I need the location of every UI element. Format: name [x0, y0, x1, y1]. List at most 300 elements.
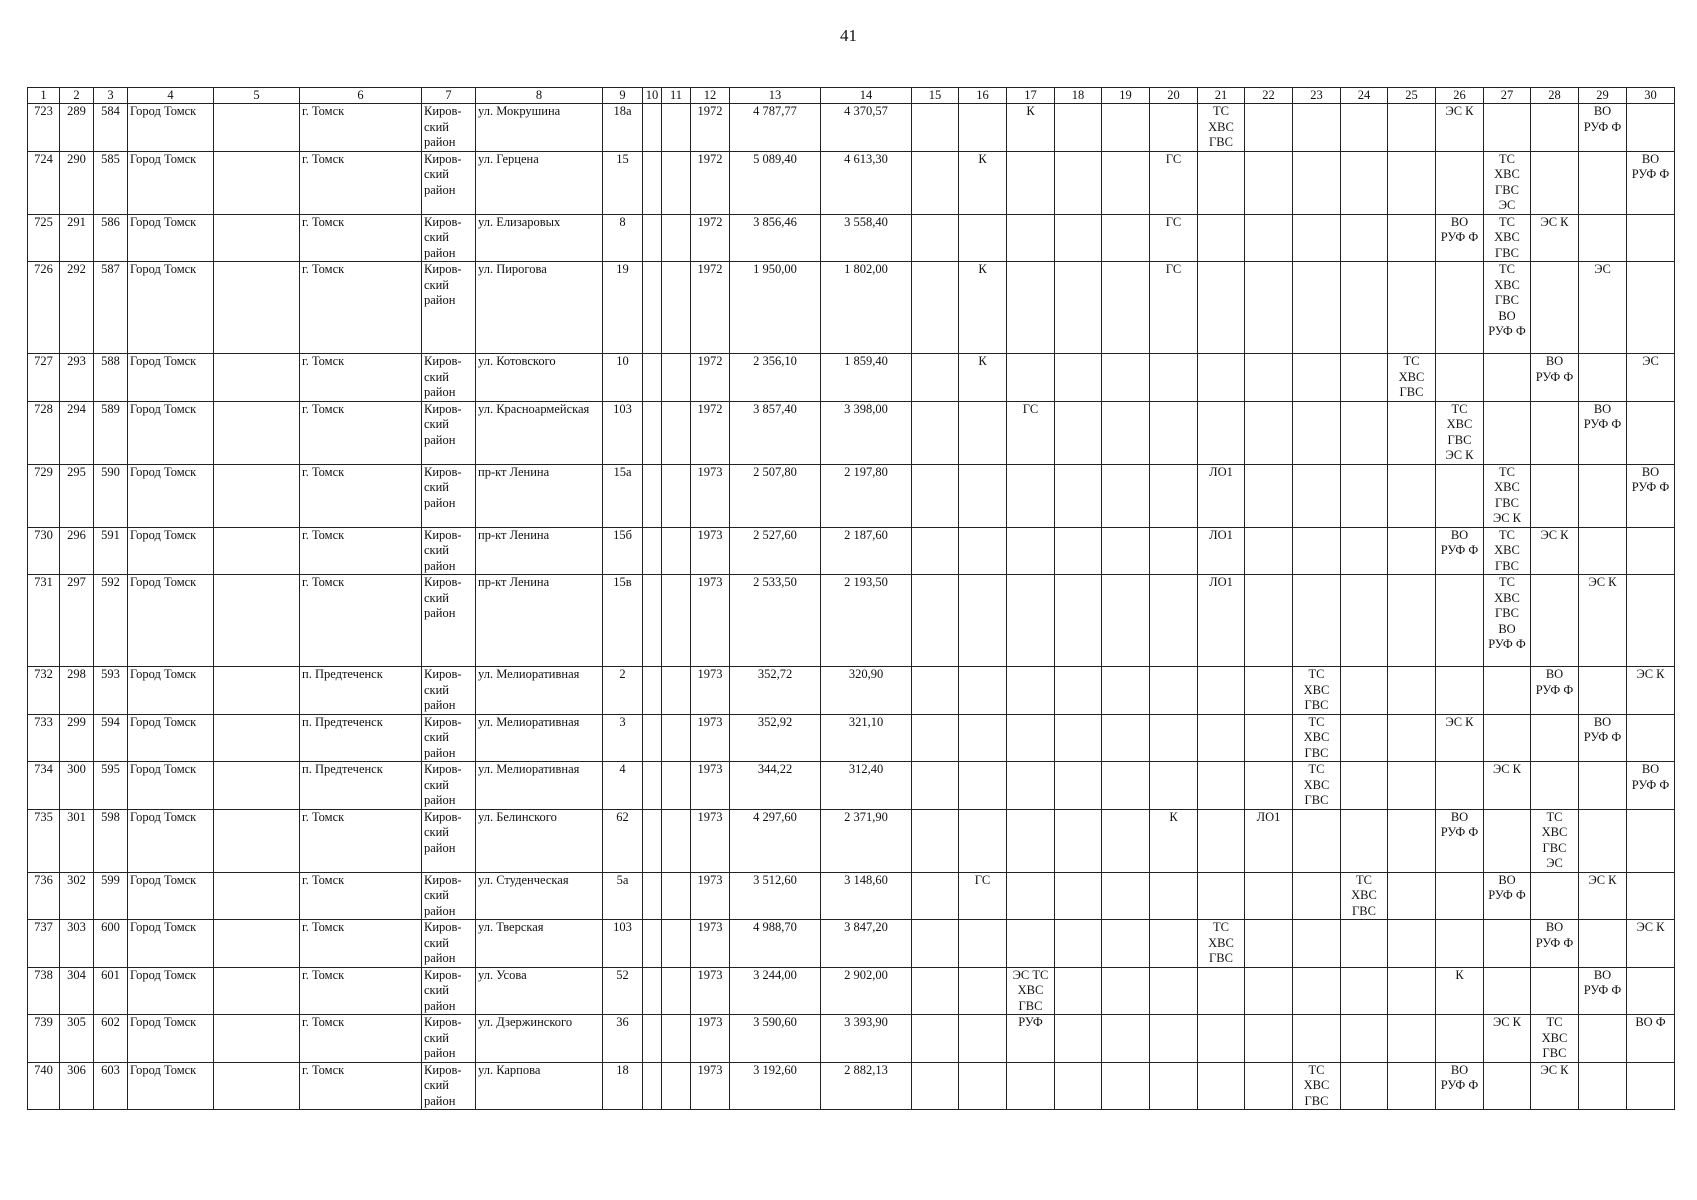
cell-col-26: [1436, 354, 1484, 402]
cell-col-19: [1102, 809, 1150, 872]
cell-col-3: 595: [94, 762, 128, 810]
cell-col-23: [1293, 401, 1341, 464]
cell-col-23: [1293, 104, 1341, 152]
cell-col-24: [1341, 762, 1388, 810]
cell-col-9: 52: [603, 967, 643, 1015]
table-row: [28, 1015, 1675, 1063]
cell-col-25: [1388, 667, 1436, 715]
cell-col-22: [1245, 872, 1293, 920]
cell-col-16: [959, 1062, 1007, 1110]
cell-col-24: [1341, 262, 1388, 354]
cell-col-24: [1341, 401, 1388, 464]
cell-col-19: [1102, 575, 1150, 667]
cell-col-27: [1484, 967, 1531, 1015]
cell-col-2: 299: [60, 714, 94, 762]
column-number-8: 8: [476, 88, 603, 104]
cell-col-16: [959, 667, 1007, 715]
cell-col-8: ул. Усова: [476, 967, 603, 1015]
cell-col-24: [1341, 809, 1388, 872]
cell-col-29: ВО РУФ Ф: [1579, 401, 1627, 464]
cell-col-28: ЭС К: [1531, 214, 1579, 262]
table-row: [28, 104, 1675, 152]
cell-col-7: Киров- ский район: [422, 667, 476, 715]
cell-col-8: ул. Дзержинского: [476, 1015, 603, 1063]
cell-col-13: 3 512,60: [730, 872, 821, 920]
table-row: [28, 464, 1675, 527]
cell-col-18: [1055, 1015, 1102, 1063]
cell-col-12: 1972: [691, 262, 730, 354]
cell-col-28: [1531, 762, 1579, 810]
cell-col-30: [1627, 967, 1675, 1015]
cell-col-30: [1627, 714, 1675, 762]
cell-col-15: [912, 967, 959, 1015]
cell-col-23: [1293, 464, 1341, 527]
cell-col-1: 735: [28, 809, 60, 872]
cell-col-24: [1341, 104, 1388, 152]
cell-col-1: 740: [28, 1062, 60, 1110]
cell-col-28: [1531, 151, 1579, 214]
cell-col-30: [1627, 575, 1675, 667]
cell-col-12: 1973: [691, 920, 730, 968]
cell-col-18: [1055, 809, 1102, 872]
cell-col-25: [1388, 401, 1436, 464]
cell-col-2: 292: [60, 262, 94, 354]
cell-col-17: [1007, 262, 1055, 354]
cell-col-29: [1579, 920, 1627, 968]
cell-col-7: Киров- ский район: [422, 762, 476, 810]
cell-col-7: Киров- ский район: [422, 151, 476, 214]
cell-col-5: [214, 1015, 300, 1063]
cell-col-10: [643, 262, 662, 354]
cell-col-18: [1055, 575, 1102, 667]
cell-col-14: 3 148,60: [821, 872, 912, 920]
cell-col-15: [912, 151, 959, 214]
cell-col-12: 1973: [691, 762, 730, 810]
column-number-13: 13: [730, 88, 821, 104]
cell-col-18: [1055, 667, 1102, 715]
column-number-row: [28, 88, 1675, 104]
cell-col-4: Город Томск: [128, 762, 214, 810]
cell-col-7: Киров- ский район: [422, 967, 476, 1015]
cell-col-29: [1579, 809, 1627, 872]
cell-col-5: [214, 401, 300, 464]
cell-col-18: [1055, 151, 1102, 214]
cell-col-20: [1150, 1062, 1198, 1110]
cell-col-13: 352,92: [730, 714, 821, 762]
cell-col-11: [662, 401, 691, 464]
cell-col-2: 293: [60, 354, 94, 402]
cell-col-12: 1973: [691, 527, 730, 575]
cell-col-6: г. Томск: [300, 401, 422, 464]
cell-col-10: [643, 714, 662, 762]
cell-col-17: [1007, 1062, 1055, 1110]
cell-col-10: [643, 872, 662, 920]
cell-col-26: ТС ХВС ГВС ЭС К: [1436, 401, 1484, 464]
cell-col-2: 297: [60, 575, 94, 667]
cell-col-20: ГС: [1150, 262, 1198, 354]
cell-col-1: 738: [28, 967, 60, 1015]
cell-col-16: К: [959, 151, 1007, 214]
cell-col-11: [662, 262, 691, 354]
cell-col-26: [1436, 464, 1484, 527]
cell-col-18: [1055, 354, 1102, 402]
cell-col-30: [1627, 104, 1675, 152]
cell-col-18: [1055, 214, 1102, 262]
cell-col-4: Город Томск: [128, 1015, 214, 1063]
table-row: [28, 714, 1675, 762]
cell-col-24: [1341, 967, 1388, 1015]
cell-col-15: [912, 401, 959, 464]
cell-col-19: [1102, 527, 1150, 575]
cell-col-8: ул. Котовского: [476, 354, 603, 402]
cell-col-27: ТС ХВС ГВС ЭС: [1484, 151, 1531, 214]
cell-col-6: г. Томск: [300, 151, 422, 214]
cell-col-22: [1245, 527, 1293, 575]
cell-col-6: г. Томск: [300, 354, 422, 402]
cell-col-3: 599: [94, 872, 128, 920]
cell-col-11: [662, 667, 691, 715]
cell-col-30: [1627, 214, 1675, 262]
cell-col-25: [1388, 151, 1436, 214]
cell-col-2: 304: [60, 967, 94, 1015]
cell-col-9: 3: [603, 714, 643, 762]
cell-col-11: [662, 809, 691, 872]
cell-col-11: [662, 464, 691, 527]
cell-col-25: [1388, 527, 1436, 575]
cell-col-12: 1972: [691, 354, 730, 402]
table-row: [28, 762, 1675, 810]
cell-col-20: [1150, 872, 1198, 920]
cell-col-23: [1293, 872, 1341, 920]
cell-col-24: [1341, 464, 1388, 527]
cell-col-25: [1388, 967, 1436, 1015]
cell-col-14: 2 882,13: [821, 1062, 912, 1110]
cell-col-24: [1341, 527, 1388, 575]
cell-col-25: [1388, 1015, 1436, 1063]
cell-col-2: 290: [60, 151, 94, 214]
cell-col-17: [1007, 464, 1055, 527]
cell-col-16: К: [959, 354, 1007, 402]
cell-col-22: [1245, 667, 1293, 715]
cell-col-3: 584: [94, 104, 128, 152]
cell-col-17: [1007, 872, 1055, 920]
column-number-2: 2: [60, 88, 94, 104]
cell-col-22: [1245, 104, 1293, 152]
cell-col-22: [1245, 262, 1293, 354]
cell-col-21: [1198, 762, 1245, 810]
cell-col-21: ЛО1: [1198, 464, 1245, 527]
cell-col-12: 1973: [691, 872, 730, 920]
cell-col-24: [1341, 714, 1388, 762]
cell-col-8: ул. Белинского: [476, 809, 603, 872]
table-row: [28, 809, 1675, 872]
cell-col-21: [1198, 1062, 1245, 1110]
cell-col-30: ВО РУФ Ф: [1627, 151, 1675, 214]
cell-col-20: [1150, 762, 1198, 810]
cell-col-16: [959, 464, 1007, 527]
cell-col-26: [1436, 575, 1484, 667]
cell-col-13: 344,22: [730, 762, 821, 810]
cell-col-19: [1102, 464, 1150, 527]
cell-col-13: 3 856,46: [730, 214, 821, 262]
cell-col-1: 737: [28, 920, 60, 968]
cell-col-21: [1198, 667, 1245, 715]
cell-col-8: ул. Пирогова: [476, 262, 603, 354]
cell-col-29: ВО РУФ Ф: [1579, 714, 1627, 762]
cell-col-4: Город Томск: [128, 262, 214, 354]
column-number-7: 7: [422, 88, 476, 104]
cell-col-23: [1293, 262, 1341, 354]
cell-col-4: Город Томск: [128, 872, 214, 920]
cell-col-10: [643, 575, 662, 667]
cell-col-3: 587: [94, 262, 128, 354]
cell-col-29: [1579, 667, 1627, 715]
cell-col-2: 301: [60, 809, 94, 872]
cell-col-29: ВО РУФ Ф: [1579, 967, 1627, 1015]
cell-col-2: 296: [60, 527, 94, 575]
cell-col-24: [1341, 920, 1388, 968]
cell-col-19: [1102, 401, 1150, 464]
cell-col-21: [1198, 872, 1245, 920]
cell-col-21: ЛО1: [1198, 527, 1245, 575]
cell-col-19: [1102, 872, 1150, 920]
cell-col-12: 1973: [691, 464, 730, 527]
cell-col-13: 2 507,80: [730, 464, 821, 527]
cell-col-21: [1198, 214, 1245, 262]
cell-col-28: ВО РУФ Ф: [1531, 920, 1579, 968]
cell-col-11: [662, 527, 691, 575]
table-row: [28, 967, 1675, 1015]
cell-col-21: [1198, 151, 1245, 214]
cell-col-29: ЭС К: [1579, 872, 1627, 920]
cell-col-21: ЛО1: [1198, 575, 1245, 667]
cell-col-19: [1102, 151, 1150, 214]
cell-col-17: [1007, 354, 1055, 402]
cell-col-1: 733: [28, 714, 60, 762]
cell-col-20: [1150, 967, 1198, 1015]
cell-col-1: 726: [28, 262, 60, 354]
cell-col-28: ЭС К: [1531, 527, 1579, 575]
cell-col-21: ТС ХВС ГВС: [1198, 920, 1245, 968]
cell-col-26: К: [1436, 967, 1484, 1015]
cell-col-19: [1102, 104, 1150, 152]
cell-col-25: [1388, 872, 1436, 920]
cell-col-30: ВО РУФ Ф: [1627, 762, 1675, 810]
cell-col-4: Город Томск: [128, 151, 214, 214]
cell-col-16: [959, 714, 1007, 762]
cell-col-11: [662, 1015, 691, 1063]
cell-col-15: [912, 262, 959, 354]
cell-col-1: 728: [28, 401, 60, 464]
housing-register-table: [27, 87, 1675, 1110]
cell-col-9: 8: [603, 214, 643, 262]
cell-col-11: [662, 575, 691, 667]
cell-col-16: [959, 809, 1007, 872]
cell-col-28: ВО РУФ Ф: [1531, 354, 1579, 402]
cell-col-30: ЭС К: [1627, 920, 1675, 968]
cell-col-11: [662, 151, 691, 214]
cell-col-9: 4: [603, 762, 643, 810]
cell-col-25: [1388, 920, 1436, 968]
cell-col-20: [1150, 464, 1198, 527]
cell-col-16: [959, 214, 1007, 262]
cell-col-23: [1293, 575, 1341, 667]
cell-col-8: ул. Мокрушина: [476, 104, 603, 152]
cell-col-12: 1972: [691, 214, 730, 262]
cell-col-18: [1055, 104, 1102, 152]
cell-col-26: ВО РУФ Ф: [1436, 809, 1484, 872]
cell-col-25: [1388, 1062, 1436, 1110]
cell-col-11: [662, 214, 691, 262]
cell-col-13: 2 527,60: [730, 527, 821, 575]
cell-col-6: г. Томск: [300, 872, 422, 920]
cell-col-9: 15а: [603, 464, 643, 527]
cell-col-4: Город Томск: [128, 464, 214, 527]
cell-col-29: [1579, 464, 1627, 527]
cell-col-7: Киров- ский район: [422, 1062, 476, 1110]
cell-col-22: [1245, 967, 1293, 1015]
cell-col-5: [214, 920, 300, 968]
cell-col-5: [214, 527, 300, 575]
cell-col-25: [1388, 714, 1436, 762]
cell-col-21: ТС ХВС ГВС: [1198, 104, 1245, 152]
cell-col-7: Киров- ский район: [422, 872, 476, 920]
cell-col-27: [1484, 667, 1531, 715]
cell-col-6: п. Предтеченск: [300, 762, 422, 810]
cell-col-15: [912, 527, 959, 575]
cell-col-29: [1579, 354, 1627, 402]
cell-col-23: [1293, 967, 1341, 1015]
column-number-4: 4: [128, 88, 214, 104]
column-number-17: 17: [1007, 88, 1055, 104]
cell-col-8: ул. Карпова: [476, 1062, 603, 1110]
cell-col-12: 1973: [691, 809, 730, 872]
cell-col-25: [1388, 762, 1436, 810]
cell-col-16: [959, 920, 1007, 968]
cell-col-4: Город Томск: [128, 401, 214, 464]
cell-col-14: 3 847,20: [821, 920, 912, 968]
cell-col-9: 15в: [603, 575, 643, 667]
column-number-15: 15: [912, 88, 959, 104]
cell-col-2: 294: [60, 401, 94, 464]
cell-col-20: [1150, 401, 1198, 464]
cell-col-27: ТС ХВС ГВС ВО РУФ Ф: [1484, 575, 1531, 667]
cell-col-17: [1007, 762, 1055, 810]
cell-col-18: [1055, 762, 1102, 810]
cell-col-5: [214, 967, 300, 1015]
cell-col-26: [1436, 1015, 1484, 1063]
column-number-26: 26: [1436, 88, 1484, 104]
column-number-22: 22: [1245, 88, 1293, 104]
cell-col-1: 739: [28, 1015, 60, 1063]
cell-col-2: 303: [60, 920, 94, 968]
cell-col-26: ВО РУФ Ф: [1436, 527, 1484, 575]
cell-col-5: [214, 1062, 300, 1110]
cell-col-16: К: [959, 262, 1007, 354]
cell-col-28: [1531, 262, 1579, 354]
table-row: [28, 1062, 1675, 1110]
cell-col-10: [643, 151, 662, 214]
cell-col-12: 1973: [691, 575, 730, 667]
cell-col-3: 594: [94, 714, 128, 762]
cell-col-18: [1055, 527, 1102, 575]
cell-col-13: 1 950,00: [730, 262, 821, 354]
cell-col-10: [643, 214, 662, 262]
cell-col-30: [1627, 809, 1675, 872]
cell-col-21: [1198, 714, 1245, 762]
cell-col-6: г. Томск: [300, 967, 422, 1015]
cell-col-20: [1150, 575, 1198, 667]
cell-col-9: 10: [603, 354, 643, 402]
cell-col-29: ЭС: [1579, 262, 1627, 354]
cell-col-5: [214, 714, 300, 762]
cell-col-15: [912, 354, 959, 402]
cell-col-29: [1579, 151, 1627, 214]
cell-col-29: [1579, 762, 1627, 810]
cell-col-3: 585: [94, 151, 128, 214]
cell-col-17: [1007, 575, 1055, 667]
cell-col-20: [1150, 527, 1198, 575]
cell-col-11: [662, 354, 691, 402]
cell-col-28: ВО РУФ Ф: [1531, 667, 1579, 715]
cell-col-14: 4 370,57: [821, 104, 912, 152]
cell-col-11: [662, 104, 691, 152]
cell-col-16: [959, 967, 1007, 1015]
cell-col-12: 1973: [691, 1015, 730, 1063]
column-number-6: 6: [300, 88, 422, 104]
cell-col-14: 4 613,30: [821, 151, 912, 214]
cell-col-5: [214, 464, 300, 527]
cell-col-8: ул. Герцена: [476, 151, 603, 214]
cell-col-15: [912, 920, 959, 968]
cell-col-24: [1341, 1062, 1388, 1110]
cell-col-19: [1102, 354, 1150, 402]
cell-col-20: [1150, 104, 1198, 152]
cell-col-27: ТС ХВС ГВС ВО РУФ Ф: [1484, 262, 1531, 354]
column-number-5: 5: [214, 88, 300, 104]
cell-col-9: 103: [603, 401, 643, 464]
cell-col-19: [1102, 920, 1150, 968]
cell-col-3: 598: [94, 809, 128, 872]
cell-col-17: [1007, 214, 1055, 262]
cell-col-2: 306: [60, 1062, 94, 1110]
cell-col-22: [1245, 214, 1293, 262]
cell-col-20: [1150, 354, 1198, 402]
cell-col-9: 103: [603, 920, 643, 968]
cell-col-1: 727: [28, 354, 60, 402]
cell-col-21: [1198, 262, 1245, 354]
cell-col-5: [214, 575, 300, 667]
cell-col-7: Киров- ский район: [422, 1015, 476, 1063]
cell-col-8: ул. Елизаровых: [476, 214, 603, 262]
cell-col-13: 2 356,10: [730, 354, 821, 402]
cell-col-4: Город Томск: [128, 967, 214, 1015]
cell-col-17: ГС: [1007, 401, 1055, 464]
cell-col-8: ул. Мелиоративная: [476, 762, 603, 810]
cell-col-9: 18а: [603, 104, 643, 152]
cell-col-13: 4 988,70: [730, 920, 821, 968]
cell-col-16: ГС: [959, 872, 1007, 920]
cell-col-26: [1436, 151, 1484, 214]
cell-col-29: [1579, 214, 1627, 262]
cell-col-2: 300: [60, 762, 94, 810]
column-number-18: 18: [1055, 88, 1102, 104]
cell-col-3: 588: [94, 354, 128, 402]
cell-col-23: ТС ХВС ГВС: [1293, 667, 1341, 715]
cell-col-27: [1484, 354, 1531, 402]
cell-col-21: [1198, 1015, 1245, 1063]
cell-col-17: [1007, 527, 1055, 575]
